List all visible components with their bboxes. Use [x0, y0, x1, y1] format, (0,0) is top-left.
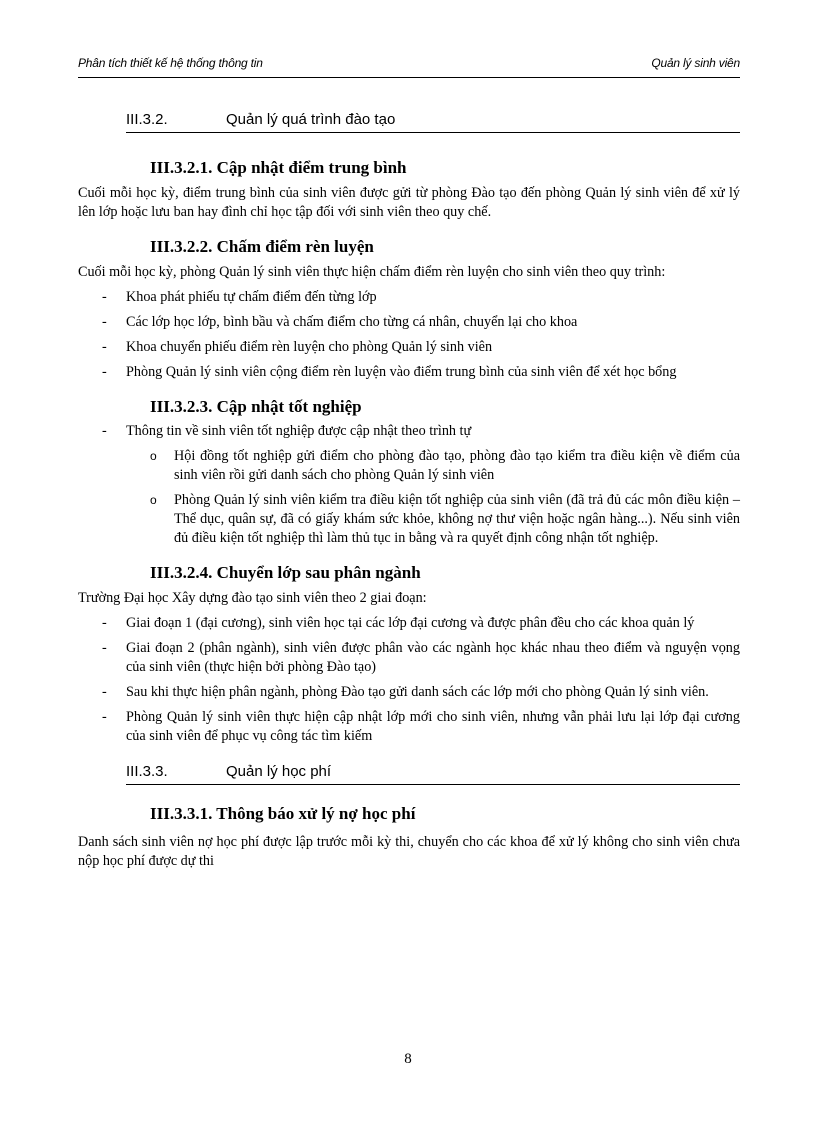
heading-3-3-2-4: III.3.2.4. Chuyển lớp sau phân ngành	[150, 563, 421, 582]
section-heading-3-3-3	[126, 760, 740, 785]
heading-3-3-2-3: III.3.2.3. Cập nhật tốt nghiệp	[150, 397, 362, 416]
header-left: Phân tích thiết kế hệ thống thông tin	[78, 56, 263, 70]
sublist-3-3-2-3	[78, 447, 740, 548]
paragraph-3-3-3-1: Danh sách sinh viên nợ học phí được lập trước mỗi kỳ thi, chuyển cho các khoa để xử lý không cho sinh viên chưa nộp học phí được dự thi	[78, 834, 740, 869]
list-item: - Phòng Quản lý sinh viên cộng điểm rèn luyện vào điểm trung bình của sinh viên để xét học bổng	[102, 364, 677, 380]
list-item: - Khoa phát phiếu tự chấm điểm đến từng lớp	[102, 289, 377, 305]
dash-bullet: -	[102, 615, 107, 631]
dash-bullet: -	[102, 684, 107, 700]
list-item: - Sau khi thực hiện phân ngành, phòng Đào tạo gửi danh sách các lớp mới cho phòng Quản lý sinh viên.	[102, 684, 709, 700]
paragraph-3-3-2-2-intro: Cuối mỗi học kỳ, phòng Quản lý sinh viên thực hiện chấm điểm rèn luyện cho sinh viên theo quy trình:	[78, 264, 666, 280]
list-item: - Các lớp học lớp, bình bầu và chấm điểm cho từng cá nhân, chuyển lại cho khoa	[102, 314, 578, 330]
section-number: III.3.2.	[126, 111, 168, 128]
list-3-3-2-3	[78, 422, 740, 441]
header-rule	[78, 77, 740, 78]
section-title: Quản lý quá trình đào tạo	[226, 111, 396, 128]
dash-bullet: -	[102, 423, 107, 439]
list-item: - Giai đoạn 2 (phân ngành), sinh viên được phân vào các ngành học khác nhau theo điểm và nguyện vọng của sinh viên (thực hiện bởi phòng Đào tạo)	[102, 640, 740, 675]
list-item: - Giai đoạn 1 (đại cương), sinh viên học tại các lớp đại cương và được phân đều cho các khoa quản lý	[102, 615, 695, 631]
circle-bullet: o	[150, 449, 157, 463]
list-item: - Phòng Quản lý sinh viên thực hiện cập nhật lớp mới cho sinh viên, nhưng vẫn phải lưu lại lớp đại cương của sinh viên để phục vụ công tác tìm kiếm	[102, 709, 740, 744]
dash-bullet: -	[102, 709, 107, 725]
dash-bullet: -	[102, 364, 107, 380]
paragraph-3-3-2-1: Cuối mỗi học kỳ, điểm trung bình của sinh viên được gửi từ phòng Đào tạo đến phòng Quản lý sinh viên để xử lý lên lớp hoặc lưu ban hay đình chỉ học tập đối với sinh viên theo quy chế.	[78, 185, 740, 220]
section-heading-3-3-2	[126, 108, 740, 133]
list-item: - Thông tin về sinh viên tốt nghiệp được cập nhật theo trình tự	[102, 423, 472, 439]
section-number: III.3.3.	[126, 763, 168, 780]
sub-list-item: o Phòng Quản lý sinh viên kiểm tra điều kiện tốt nghiệp của sinh viên (đã trả đủ các môn điều kiện – Thể dục, quân sự, đã có giấy khám sức khỏe, không nợ thư viện hoặc ngân hàng...). Nếu sinh viên đủ điều kiện tốt nghiệp thì làm thủ tục in bằng và ra quyết định công nhận tốt nghiệp.	[150, 492, 740, 546]
dash-bullet: -	[102, 314, 107, 330]
section-title: Quản lý học phí	[226, 763, 332, 780]
page-number: 8	[404, 1051, 412, 1067]
page-content	[78, 108, 740, 871]
heading-3-3-3-1: III.3.3.1. Thông báo xử lý nợ học phí	[150, 804, 416, 823]
sub-list-item: o Hội đồng tốt nghiệp gửi điểm cho phòng đào tạo, phòng đào tạo kiểm tra điều kiện về điểm của sinh viên rồi gửi danh sách cho phòng Quản lý sinh viên	[150, 448, 740, 483]
paragraph-3-3-2-4-intro: Trường Đại học Xây dựng đào tạo sinh viên theo 2 giai đoạn:	[78, 590, 427, 606]
list-3-3-2-4	[78, 614, 740, 746]
dash-bullet: -	[102, 640, 107, 656]
dash-bullet: -	[102, 289, 107, 305]
header-right: Quản lý sinh viên	[651, 56, 740, 70]
list-item: - Khoa chuyển phiếu điểm rèn luyện cho phòng Quản lý sinh viên	[102, 339, 493, 355]
heading-3-3-2-1: III.3.2.1. Cập nhật điểm trung bình	[150, 158, 407, 177]
list-3-3-2-2	[78, 288, 740, 382]
circle-bullet: o	[150, 493, 157, 507]
dash-bullet: -	[102, 339, 107, 355]
heading-3-3-2-2: III.3.2.2. Chấm điểm rèn luyện	[150, 237, 374, 256]
